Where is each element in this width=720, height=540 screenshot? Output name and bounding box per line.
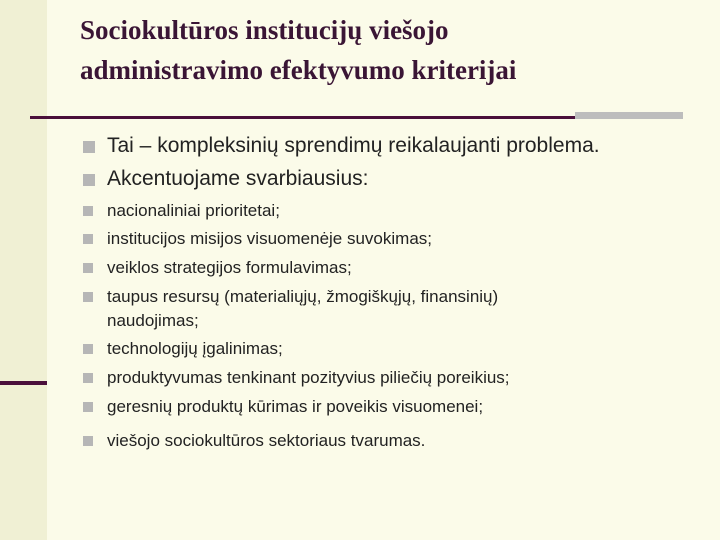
left-accent-rule [0, 381, 47, 385]
left-band [0, 0, 47, 540]
square-bullet-icon [83, 174, 95, 186]
criterion-item: produktyvumas tenkinant pozityvius piliečių poreikius; [83, 366, 667, 389]
square-bullet-icon [83, 402, 93, 412]
square-bullet-icon [83, 141, 95, 153]
title-line-2: administravimo efektyvumo kriterijai [80, 55, 517, 85]
title-underline [30, 116, 575, 119]
criterion-item-continuation: naudojimas; [107, 311, 199, 330]
criterion-item: nacionaliniai prioritetai; [83, 199, 667, 222]
square-bullet-icon [83, 234, 93, 244]
square-bullet-icon [83, 206, 93, 216]
main-point: Akcentuojame svarbiausius: [83, 165, 368, 193]
criterion-item: geresnių produktų kūrimas ir poveikis visuomenei; [83, 395, 667, 418]
criterion-item: viešojo sociokultūros sektoriaus tvarumas. [83, 429, 667, 452]
slide-title [80, 10, 700, 90]
square-bullet-icon [83, 292, 93, 302]
square-bullet-icon [83, 373, 93, 383]
title-underline-gray [575, 112, 683, 119]
main-point: Tai – kompleksinių sprendimų reikalaujanti problema. [83, 132, 600, 160]
criterion-item: technologijų įgalinimas; [83, 337, 667, 360]
title-line-1: Sociokultūros institucijų viešojo [80, 15, 449, 45]
square-bullet-icon [83, 263, 93, 273]
criterion-item: institucijos misijos visuomenėje suvokimas; [83, 227, 667, 250]
square-bullet-icon [83, 344, 93, 354]
criterion-item: taupus resursų (materialiųjų, žmogiškųjų, finansinių) [83, 285, 667, 308]
criterion-item: veiklos strategijos formulavimas; [83, 256, 667, 279]
square-bullet-icon [83, 436, 93, 446]
